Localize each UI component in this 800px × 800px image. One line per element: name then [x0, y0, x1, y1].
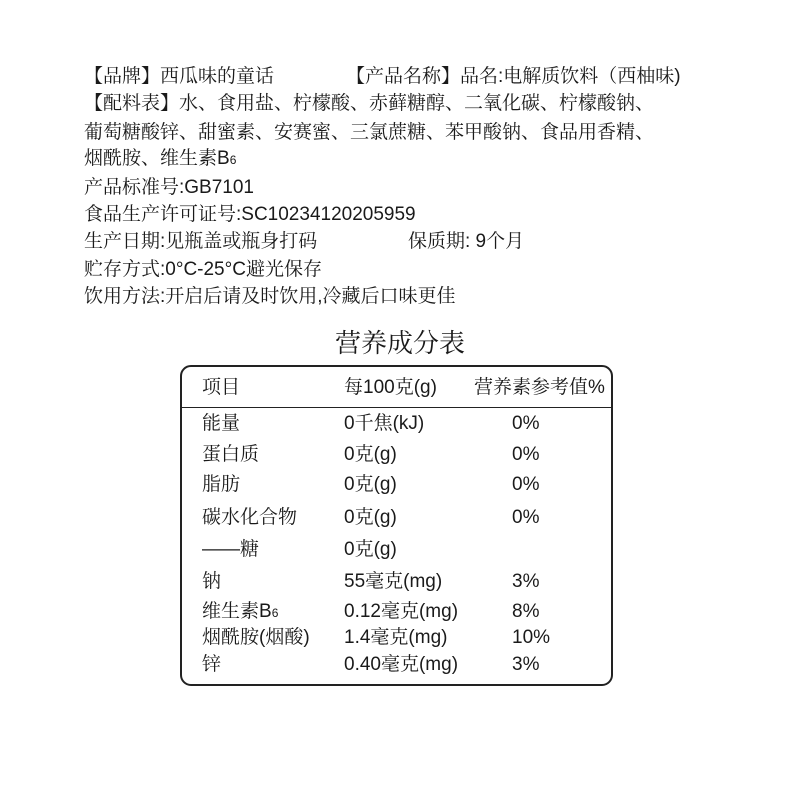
- row-nrv: 0%: [512, 507, 540, 528]
- row-item: 锌: [202, 654, 222, 675]
- row-amount: 0克(g): [344, 444, 397, 465]
- brand: 【品牌】西瓜味的童话: [84, 66, 275, 87]
- ingredients-line-3: [84, 147, 236, 172]
- row-nrv: 0%: [512, 474, 540, 495]
- usage-method: 饮用方法:开启后请及时饮用,冷藏后口味更佳: [84, 286, 456, 307]
- row-item: [202, 600, 278, 625]
- production-license: 食品生产许可证号:SC10234120205959: [84, 204, 416, 225]
- row-item: ——糖: [202, 539, 260, 560]
- row-amount: 0克(g): [344, 539, 397, 560]
- row-nrv: 3%: [512, 571, 540, 592]
- row-item: 碳水化合物: [202, 507, 298, 528]
- row-amount: 0.12毫克(mg): [344, 601, 459, 622]
- header-item: 项目: [202, 377, 241, 398]
- nutrition-title: 营养成分表: [334, 328, 465, 358]
- row-item-text: 维生素B: [202, 601, 272, 622]
- shelf-life: 保质期: 9个月: [408, 231, 525, 252]
- row-item: 钠: [202, 571, 222, 592]
- row-amount: 0.40毫克(mg): [344, 654, 459, 675]
- ingredients-subscript: 6: [229, 153, 237, 167]
- storage-method: 贮存方式:0°C-25°C避光保存: [84, 259, 322, 280]
- ingredients-line-1: 【配料表】水、食用盐、柠檬酸、赤藓糖醇、二氧化碳、柠檬酸钠、: [84, 93, 655, 114]
- row-amount: 55毫克(mg): [344, 571, 443, 592]
- header-nrv: 营养素参考值%: [474, 377, 605, 398]
- row-amount: 0克(g): [344, 474, 397, 495]
- row-nrv: 8%: [512, 601, 540, 622]
- row-amount: 0千焦(kJ): [344, 413, 425, 434]
- product-name: 【产品名称】品名:电解质饮料（西柚味): [346, 66, 681, 87]
- row-item-subscript: 6: [271, 606, 279, 620]
- row-amount: 0克(g): [344, 507, 397, 528]
- row-item: 脂肪: [202, 474, 241, 495]
- ingredients-text: 烟酰胺、维生素B: [84, 148, 230, 169]
- row-amount: 1.4毫克(mg): [344, 627, 448, 648]
- nutrition-table: [180, 365, 613, 686]
- header-amount: 每100克(g): [344, 377, 437, 398]
- product-standard: 产品标准号:GB7101: [84, 177, 254, 198]
- ingredients-line-2: 葡萄糖酸锌、甜蜜素、安赛蜜、三氯蔗糖、苯甲酸钠、食品用香精、: [84, 122, 655, 143]
- row-nrv: 0%: [512, 413, 540, 434]
- row-item: 蛋白质: [202, 444, 260, 465]
- row-nrv: 3%: [512, 654, 540, 675]
- row-item: 能量: [202, 413, 241, 434]
- production-date: 生产日期:见瓶盖或瓶身打码: [84, 231, 318, 252]
- header-divider: [182, 407, 611, 408]
- row-item: 烟酰胺(烟酸): [202, 627, 310, 648]
- row-nrv: 10%: [512, 627, 551, 648]
- row-nrv: 0%: [512, 444, 540, 465]
